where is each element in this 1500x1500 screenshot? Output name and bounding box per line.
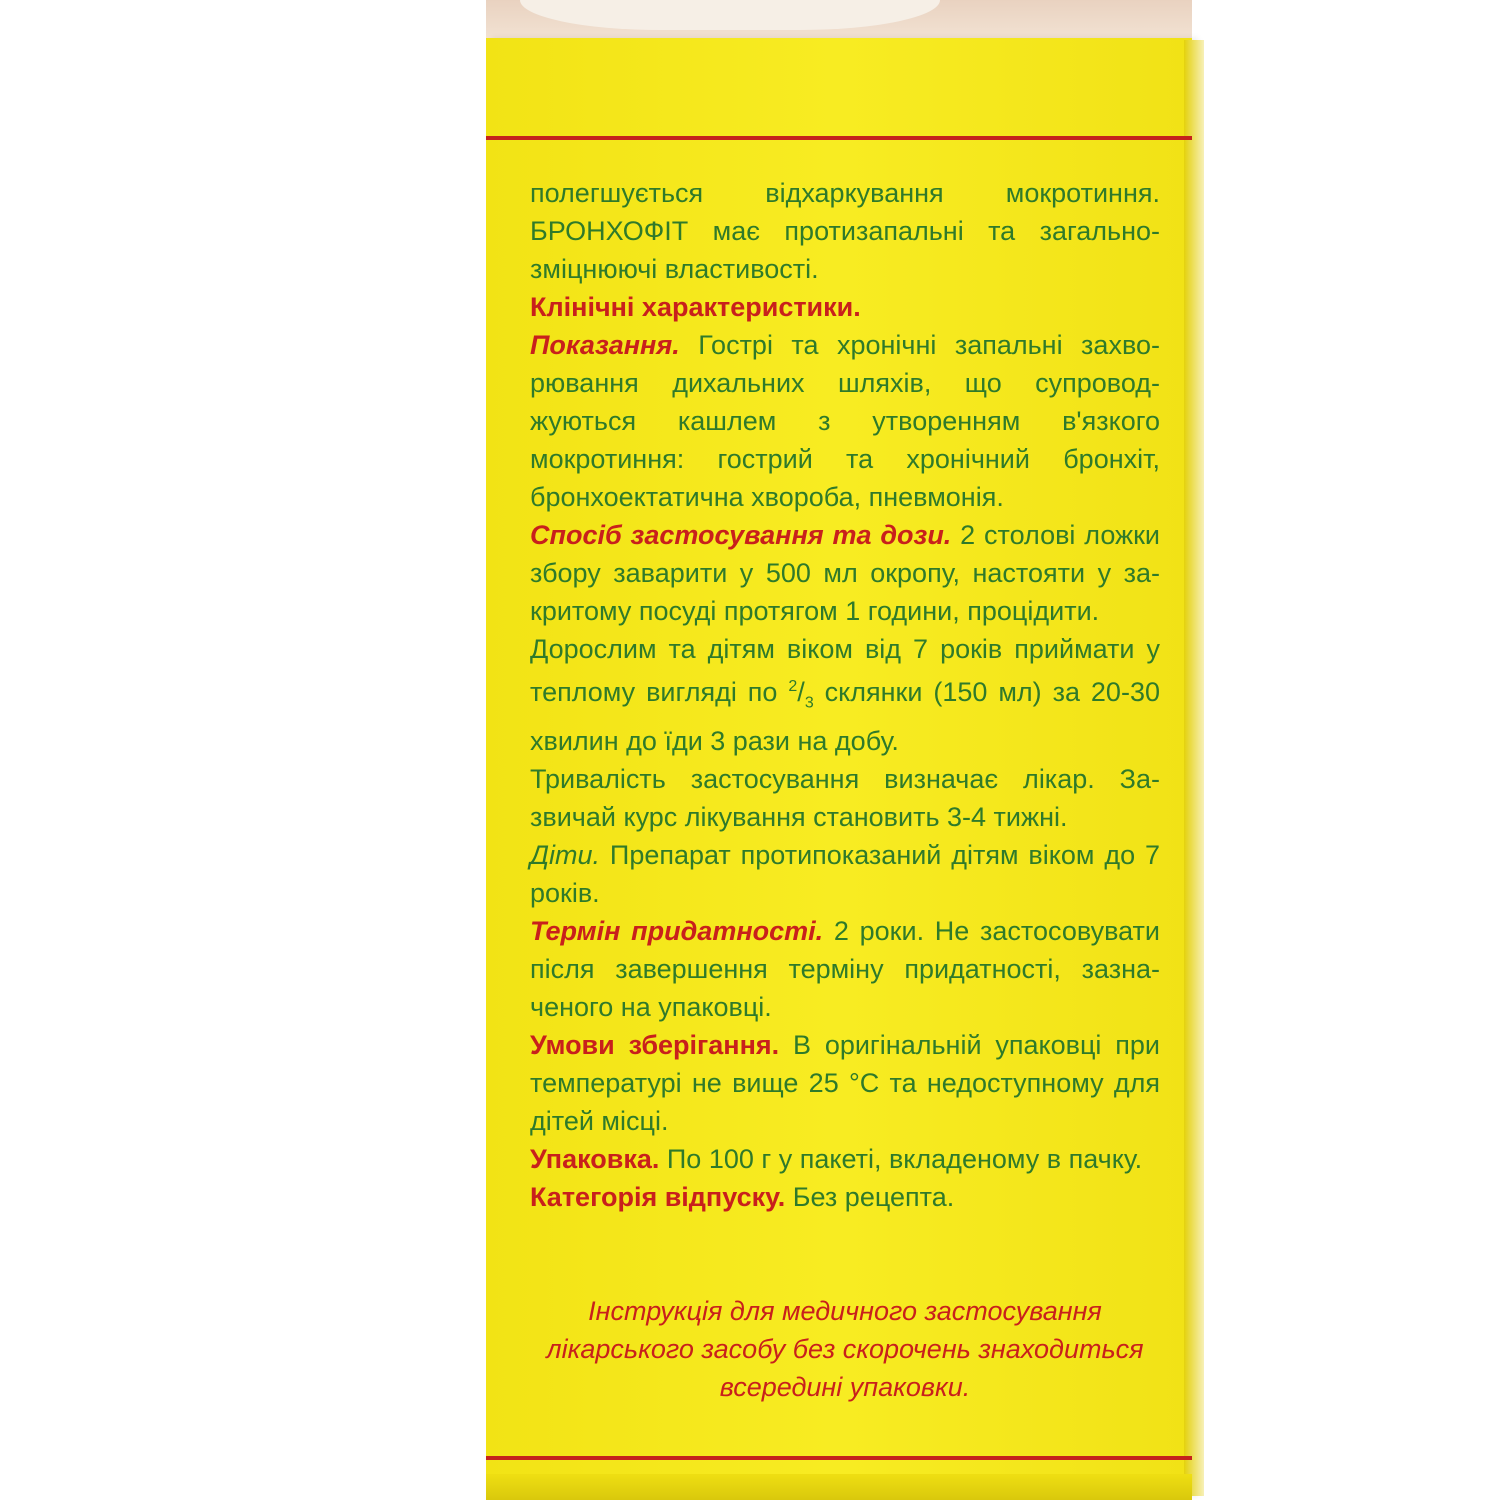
dosage-text: 2 столові ложки збору заварити у 500 мл окропу, настояти у за-критому посуді протягом 1 години, процідити. xyxy=(530,520,1160,626)
intro-line: зміцнюючі властивості. xyxy=(530,254,819,284)
dispensing-paragraph xyxy=(530,1178,1160,1216)
children-paragraph xyxy=(530,836,1160,912)
dosage-adults-text-after: склянки (150 мл) за 20-30 хвилин до їди 3 рази на добу. xyxy=(530,677,1160,757)
storage-text: В оригінальній упаковці при температурі не вище 25 °С та недоступному для дітей місці. xyxy=(530,1030,1160,1137)
box-bottom-fold xyxy=(486,1474,1192,1500)
dispensing-label: Категорія відпуску. xyxy=(530,1182,786,1213)
footer-line: лікарського засобу без скорочень знаходиться xyxy=(546,1334,1144,1364)
shelf-life-label: Термін придатності. xyxy=(530,916,824,947)
duration-paragraph: Тривалість застосування визначає лікар. За-звичай курс лікування становить 3-4 тижні. xyxy=(530,764,1160,833)
indications-paragraph xyxy=(530,326,1160,516)
top-red-rule xyxy=(486,136,1192,140)
dosage-paragraph xyxy=(530,516,1160,630)
dosage-adults-paragraph xyxy=(530,630,1160,760)
shelf-life-paragraph xyxy=(530,912,1160,1026)
box-right-edge xyxy=(1184,40,1204,1496)
children-text: Препарат протипоказаний дітям віком до 7 років. xyxy=(530,840,1160,909)
footer-line: всередині упаковки. xyxy=(719,1372,971,1402)
footer-line: Інструкція для медичного застосування xyxy=(588,1296,1102,1326)
clinical-heading: Клінічні характеристики. xyxy=(530,292,861,322)
fraction-denominator: 3 xyxy=(804,694,814,712)
bottom-red-rule xyxy=(486,1456,1192,1460)
fraction-numerator: 2 xyxy=(788,678,798,695)
dispensing-text: Без рецепта. xyxy=(792,1182,955,1213)
children-label: Діти. xyxy=(530,840,601,871)
instruction-text xyxy=(530,174,1160,1216)
dosage-adults-text: Дорослим та дітям віком від 7 років приймати у теплому вигляді по xyxy=(530,634,1160,707)
storage-label: Умови зберігання. xyxy=(530,1030,780,1061)
packaging-text: По 100 г у пакеті, вкладеному в пачку. xyxy=(666,1144,1143,1175)
packaging-paragraph xyxy=(530,1140,1160,1178)
storage-paragraph xyxy=(530,1026,1160,1140)
shelf-life-text: 2 роки. Не застосовувати після завершення терміну придатності, зазна-ченого на упаковці. xyxy=(530,916,1160,1023)
packaging-label: Упаковка. xyxy=(530,1144,660,1175)
instruction-footer-note xyxy=(540,1292,1150,1406)
dose-fraction: $^2/_3$ xyxy=(788,677,814,712)
indications-label: Показання. xyxy=(530,330,680,360)
intro-line: полегшується відхаркування мокротиння. xyxy=(530,178,1160,208)
dosage-label: Спосіб застосування та дози. xyxy=(530,520,952,550)
indications-text: Гострі та хронічні запальні захво-рювання дихальних шляхів, що супровод-жуються кашлем з утворенням в'язкого мокротиння: гострий та хронічний бронхіт, бронхоектатична хвороба, пневмонія. xyxy=(530,330,1160,512)
intro-line: БРОНХОФІТ має протизапальні та загально- xyxy=(530,216,1160,246)
